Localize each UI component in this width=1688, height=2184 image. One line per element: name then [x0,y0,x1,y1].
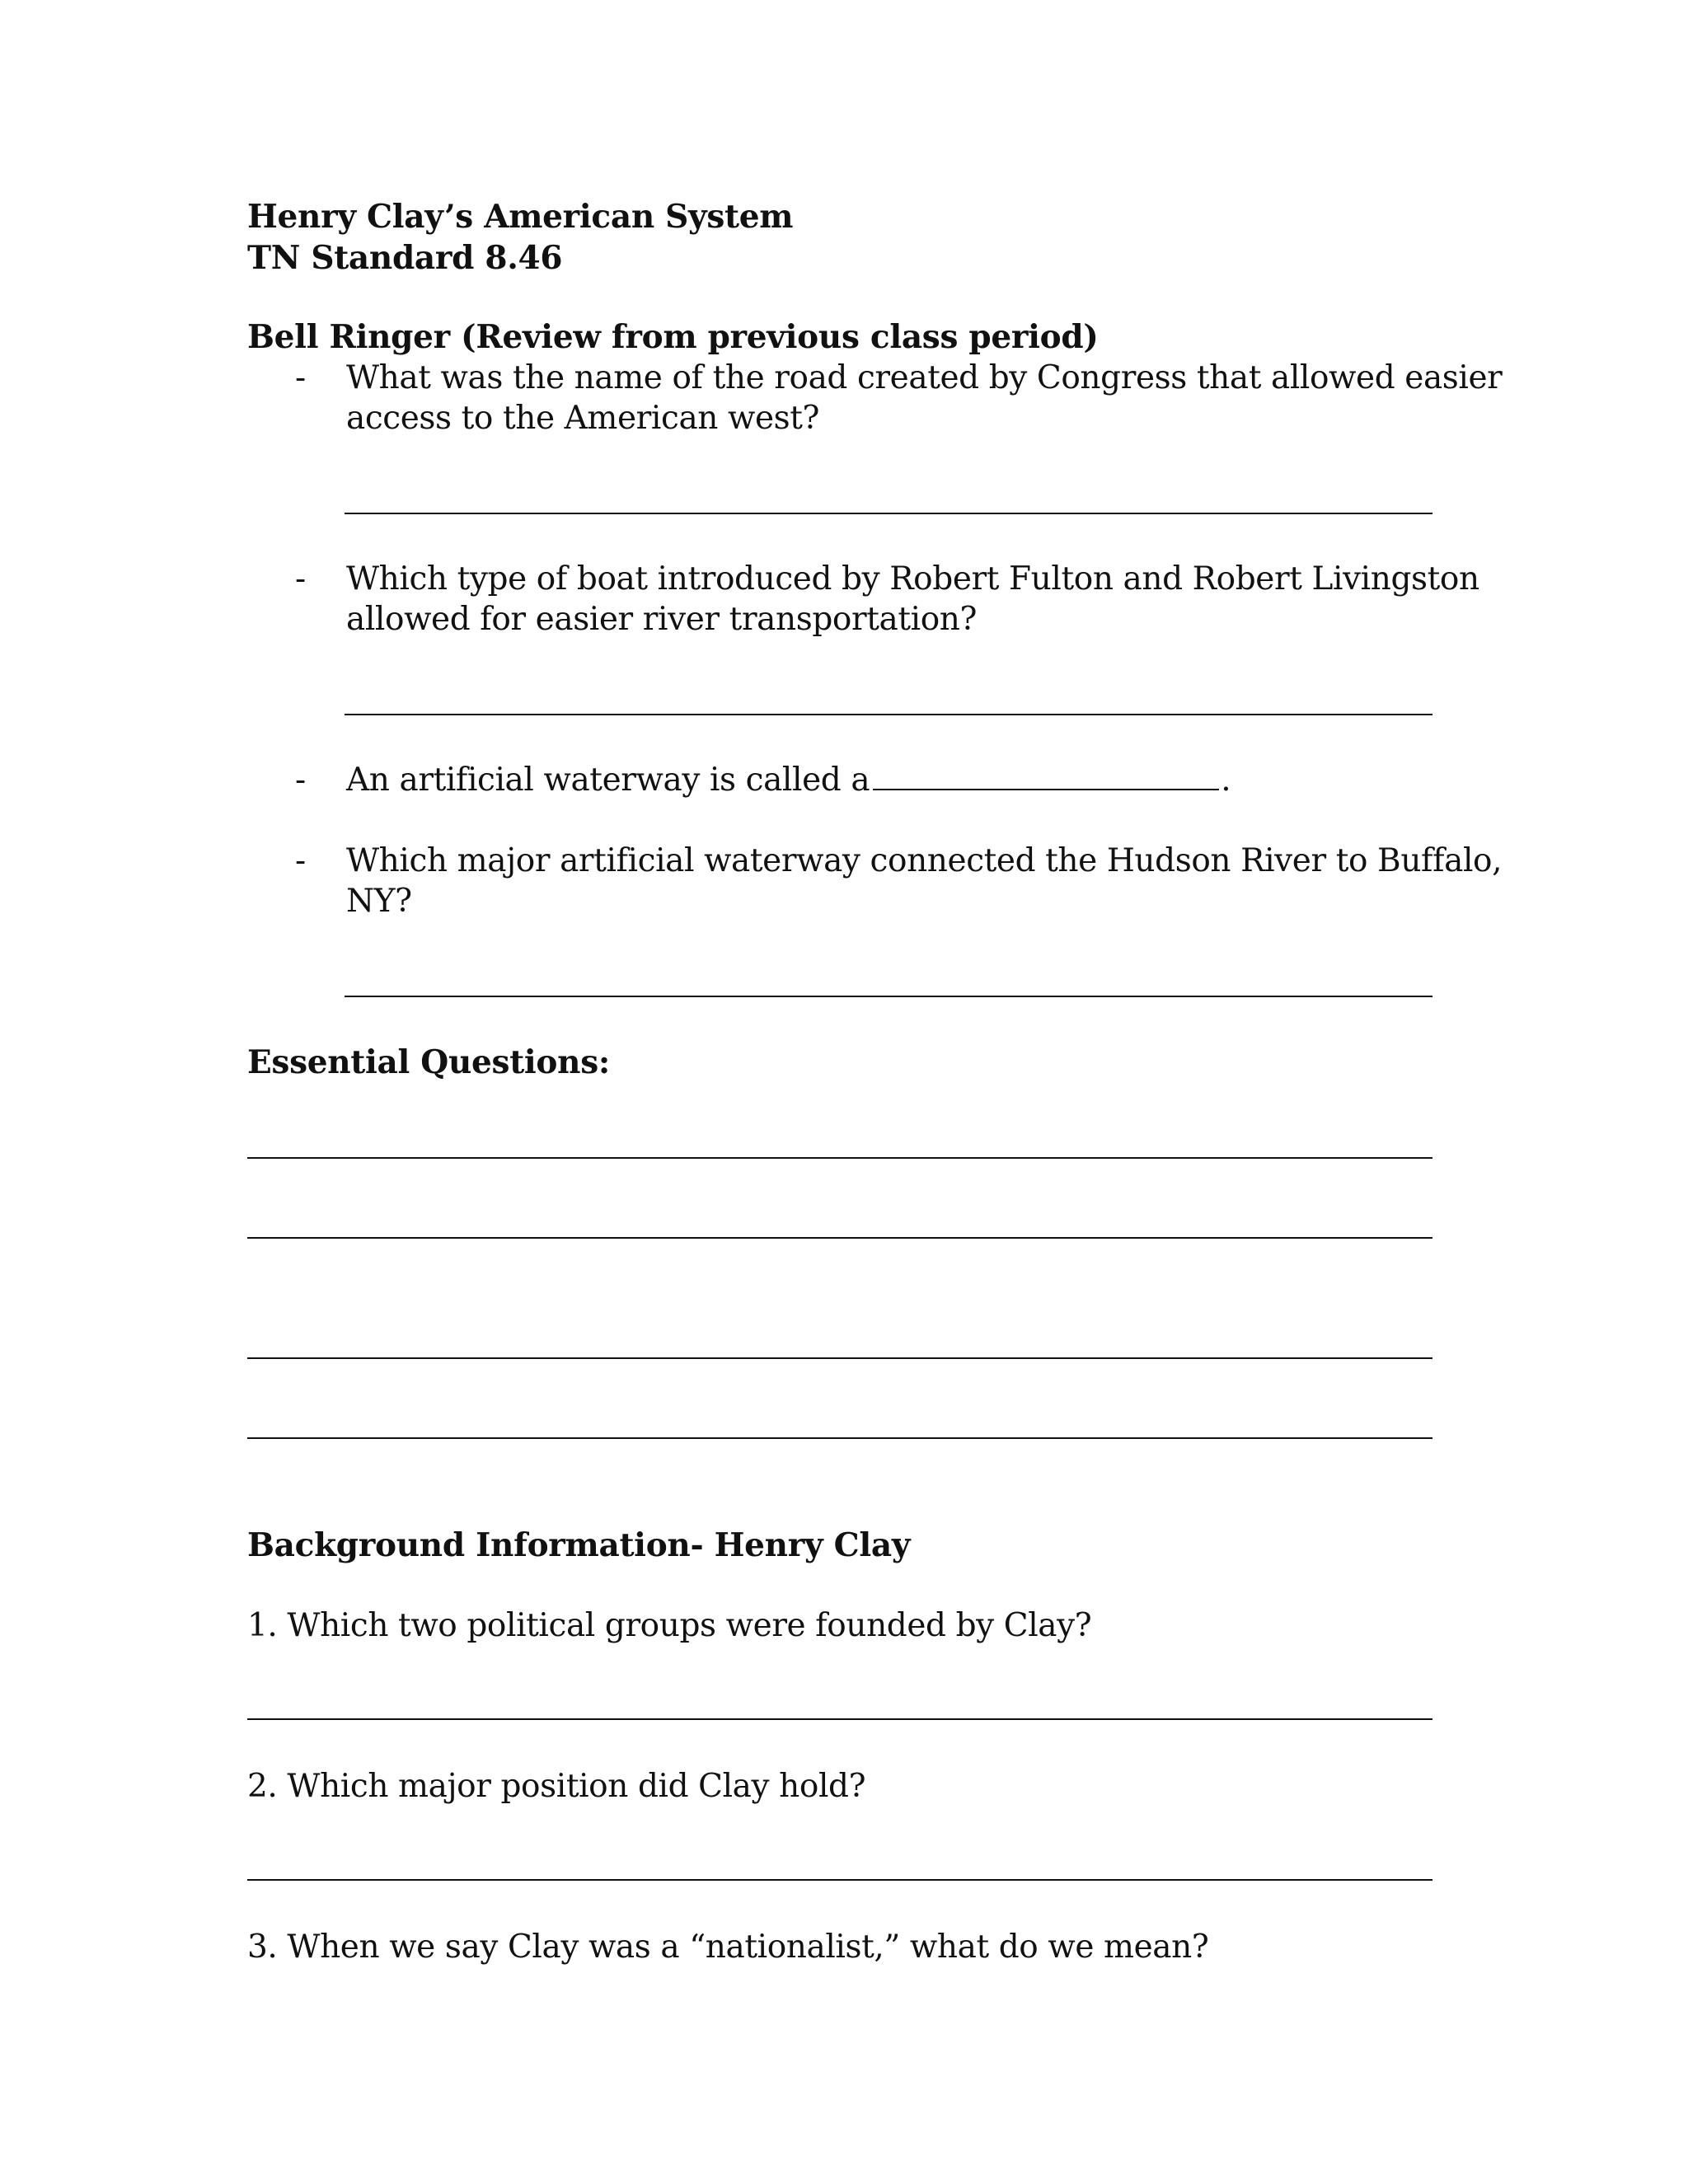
background-question-3: 3. When we say Clay was a “nationalist,” what do we mean? [247,1929,1209,1966]
bell-question-1-line-1: What was the name of the road created by Congress that allowed easier [346,359,1503,396]
background-heading: Background Information- Henry Clay [247,1526,911,1564]
bullet-dash: - [295,762,307,799]
bell-question-2-line-1: Which type of boat introduced by Robert Fulton and Robert Livingston [346,560,1479,598]
bell-question-4-line-2: NY? [346,883,412,920]
essential-question-line[interactable] [247,1237,1432,1239]
bell-question-3-text: An artificial waterway is called a [346,762,870,799]
bullet-dash: - [295,359,307,396]
bullet-dash: - [295,560,307,598]
bell-question-3 [346,762,1231,799]
answer-line-background-2[interactable] [247,1879,1432,1881]
standard-label: TN Standard 8.46 [247,239,563,277]
bell-question-4-line-1: Which major artificial waterway connected the Hudson River to Buffalo, [346,842,1503,879]
fill-in-blank[interactable] [873,788,1219,790]
essential-question-line[interactable] [247,1157,1432,1159]
bell-question-3-period: . [1221,762,1231,799]
answer-line-bell-4[interactable] [345,996,1432,997]
bullet-dash: - [295,842,307,879]
answer-line-bell-2[interactable] [345,714,1432,715]
essential-question-line[interactable] [247,1437,1432,1439]
background-question-2: 2. Which major position did Clay hold? [247,1768,866,1805]
answer-line-background-1[interactable] [247,1718,1432,1720]
background-question-1: 1. Which two political groups were founded by Clay? [247,1607,1092,1644]
essential-questions-heading: Essential Questions: [247,1043,610,1081]
page-title: Henry Clay’s American System [247,198,794,236]
bell-question-1-line-2: access to the American west? [346,400,820,437]
essential-question-line[interactable] [247,1357,1432,1359]
answer-line-bell-1[interactable] [345,513,1432,514]
bell-ringer-heading: Bell Ringer (Review from previous class period) [247,318,1099,356]
bell-question-2-line-2: allowed for easier river transportation? [346,601,978,638]
